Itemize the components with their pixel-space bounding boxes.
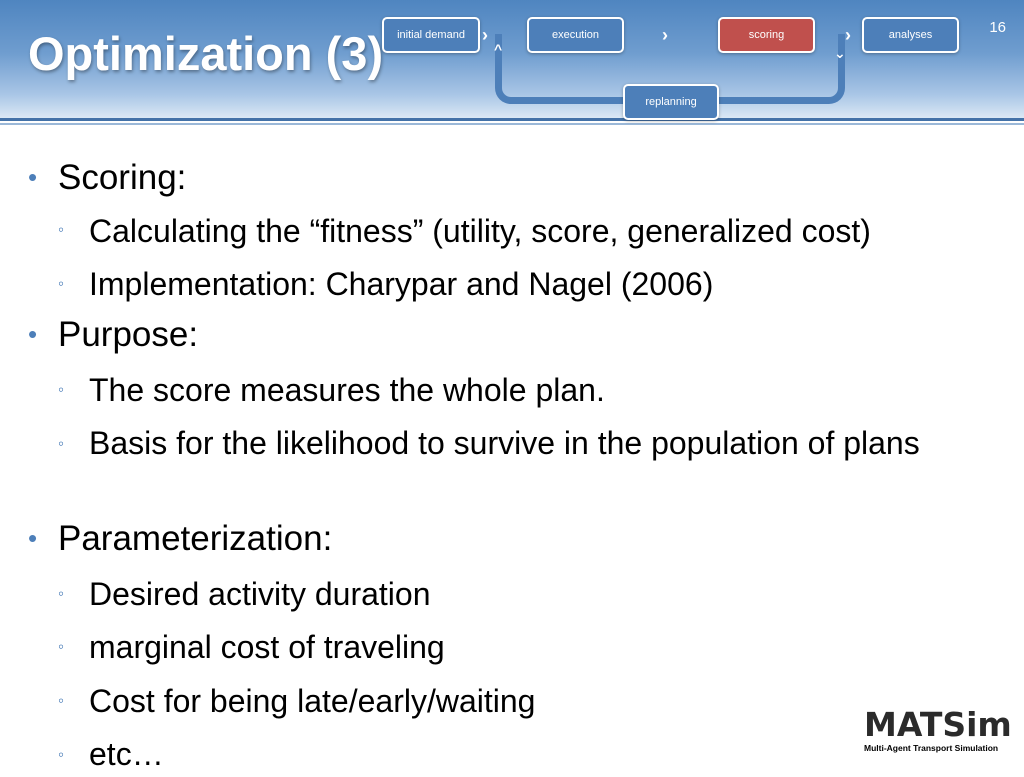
header-divider-secondary bbox=[0, 123, 1024, 125]
chevron-down-icon: ⌄ bbox=[834, 45, 846, 61]
sub-bullet-basis: Basis for the likelihood to survive in the population of plans bbox=[89, 425, 920, 461]
logo-tagline: Multi-Agent Transport Simulation bbox=[864, 743, 999, 753]
sub-bullet-fitness: Calculating the “fitness” (utility, score, generalized cost) bbox=[89, 213, 871, 249]
flow-step-replanning[interactable]: replanning bbox=[623, 84, 719, 120]
chevron-right-icon: › bbox=[662, 25, 668, 45]
sub-bullet-activity-duration: Desired activity duration bbox=[89, 576, 431, 612]
slide-number: 16 bbox=[989, 19, 1006, 36]
bullet-marker: • bbox=[28, 319, 38, 349]
sub-bullet-marginal-cost: marginal cost of traveling bbox=[89, 629, 445, 665]
chevron-right-icon: › bbox=[482, 25, 488, 45]
sub-bullet-marker: ◦ bbox=[58, 274, 65, 293]
sub-bullet-marker: ◦ bbox=[58, 637, 65, 656]
sub-bullet-marker: ◦ bbox=[58, 691, 65, 710]
header-divider bbox=[0, 118, 1024, 121]
flow-step-scoring[interactable]: scoring bbox=[718, 17, 815, 53]
sub-bullet-marker: ◦ bbox=[58, 584, 65, 603]
slide-title: Optimization (3) bbox=[28, 27, 384, 80]
bullet-parameterization: Parameterization: bbox=[58, 519, 333, 558]
bullet-marker: • bbox=[28, 523, 38, 553]
chevron-right-icon: › bbox=[845, 25, 851, 45]
flow-step-execution[interactable]: execution bbox=[527, 17, 624, 53]
bullet-scoring: Scoring: bbox=[58, 158, 187, 197]
sub-bullet-etc: etc… bbox=[89, 736, 164, 772]
sub-bullet-score-measures: The score measures the whole plan. bbox=[89, 372, 605, 408]
sub-bullet-implementation: Implementation: Charypar and Nagel (2006) bbox=[89, 266, 714, 302]
sub-bullet-marker: ◦ bbox=[58, 434, 65, 453]
sub-bullet-marker: ◦ bbox=[58, 220, 65, 239]
sub-bullet-marker: ◦ bbox=[58, 380, 65, 399]
sub-bullet-marker: ◦ bbox=[58, 745, 65, 764]
chevron-up-icon: ^ bbox=[494, 41, 503, 57]
flow-step-analyses[interactable]: analyses bbox=[862, 17, 959, 53]
sub-bullet-late-early-waiting: Cost for being late/early/waiting bbox=[89, 683, 536, 719]
bullet-purpose: Purpose: bbox=[58, 315, 199, 354]
logo-wordmark: MATSim bbox=[864, 705, 1012, 744]
matsim-logo bbox=[864, 705, 1014, 753]
flow-step-initial-demand[interactable]: initial demand bbox=[382, 17, 480, 53]
bullet-marker: • bbox=[28, 162, 38, 192]
